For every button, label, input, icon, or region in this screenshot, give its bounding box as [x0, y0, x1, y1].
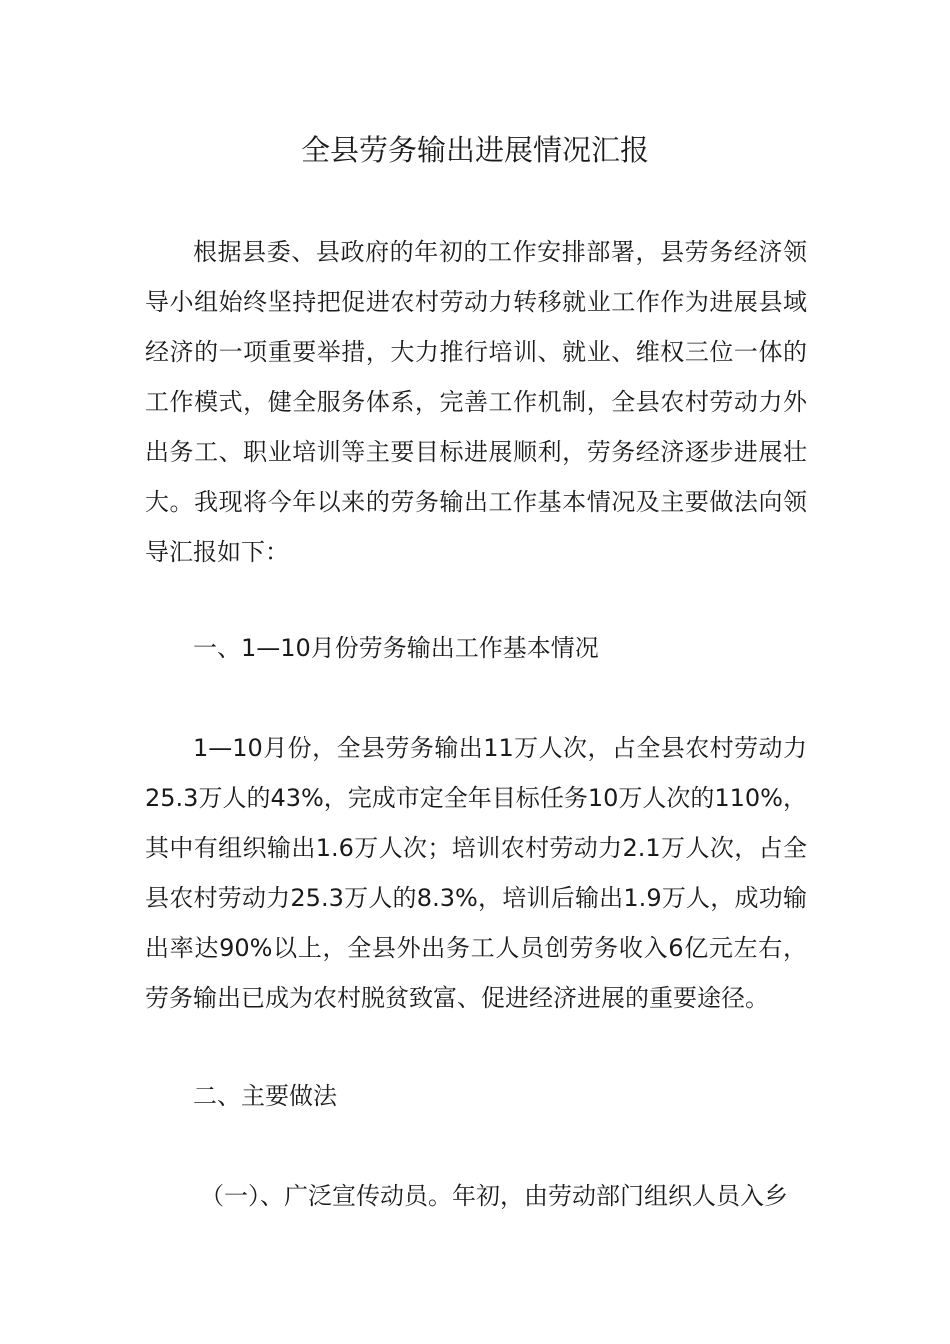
- section-one-paragraph: 1—10月份，全县劳务输出11万人次，占全县农村劳动力25.3万人的43%，完成市定全年目标任务10万人次的110%，其中有组织输出1.6万人次；培训农村劳动力2.1万人次，占全县农村劳动力25.3万人的8.3%，培训后输出1.9万人，成功输出率达90%以上，全县外出务工人员创劳务收入6亿元左右，劳务输出已成为农村脱贫致富、促进经济进展的重要途径。: [145, 734, 807, 1012]
- section-one-heading: 一、1—10月份劳务输出工作基本情况: [193, 634, 599, 662]
- section-two-heading: 二、主要做法: [193, 1082, 337, 1110]
- subsection-one-paragraph: （一）、广泛宣传动员。年初，由劳动部门组织人员入乡: [200, 1182, 788, 1210]
- document-title: 全县劳务输出进展情况汇报: [300, 133, 649, 167]
- intro-paragraph: 根据县委、县政府的年初的工作安排部署，县劳务经济领导小组始终坚持把促进农村劳动力转移就业工作作为进展县域经济的一项重要举措，大力推行培训、就业、维权三位一体的工作模式，健全服务体系，完善工作机制，全县农村劳动力外出务工、职业培训等主要目标进展顺利，劳务经济逐步进展壮大。我现将今年以来的劳务输出工作基本情况及主要做法向领导汇报如下：: [145, 238, 807, 566]
